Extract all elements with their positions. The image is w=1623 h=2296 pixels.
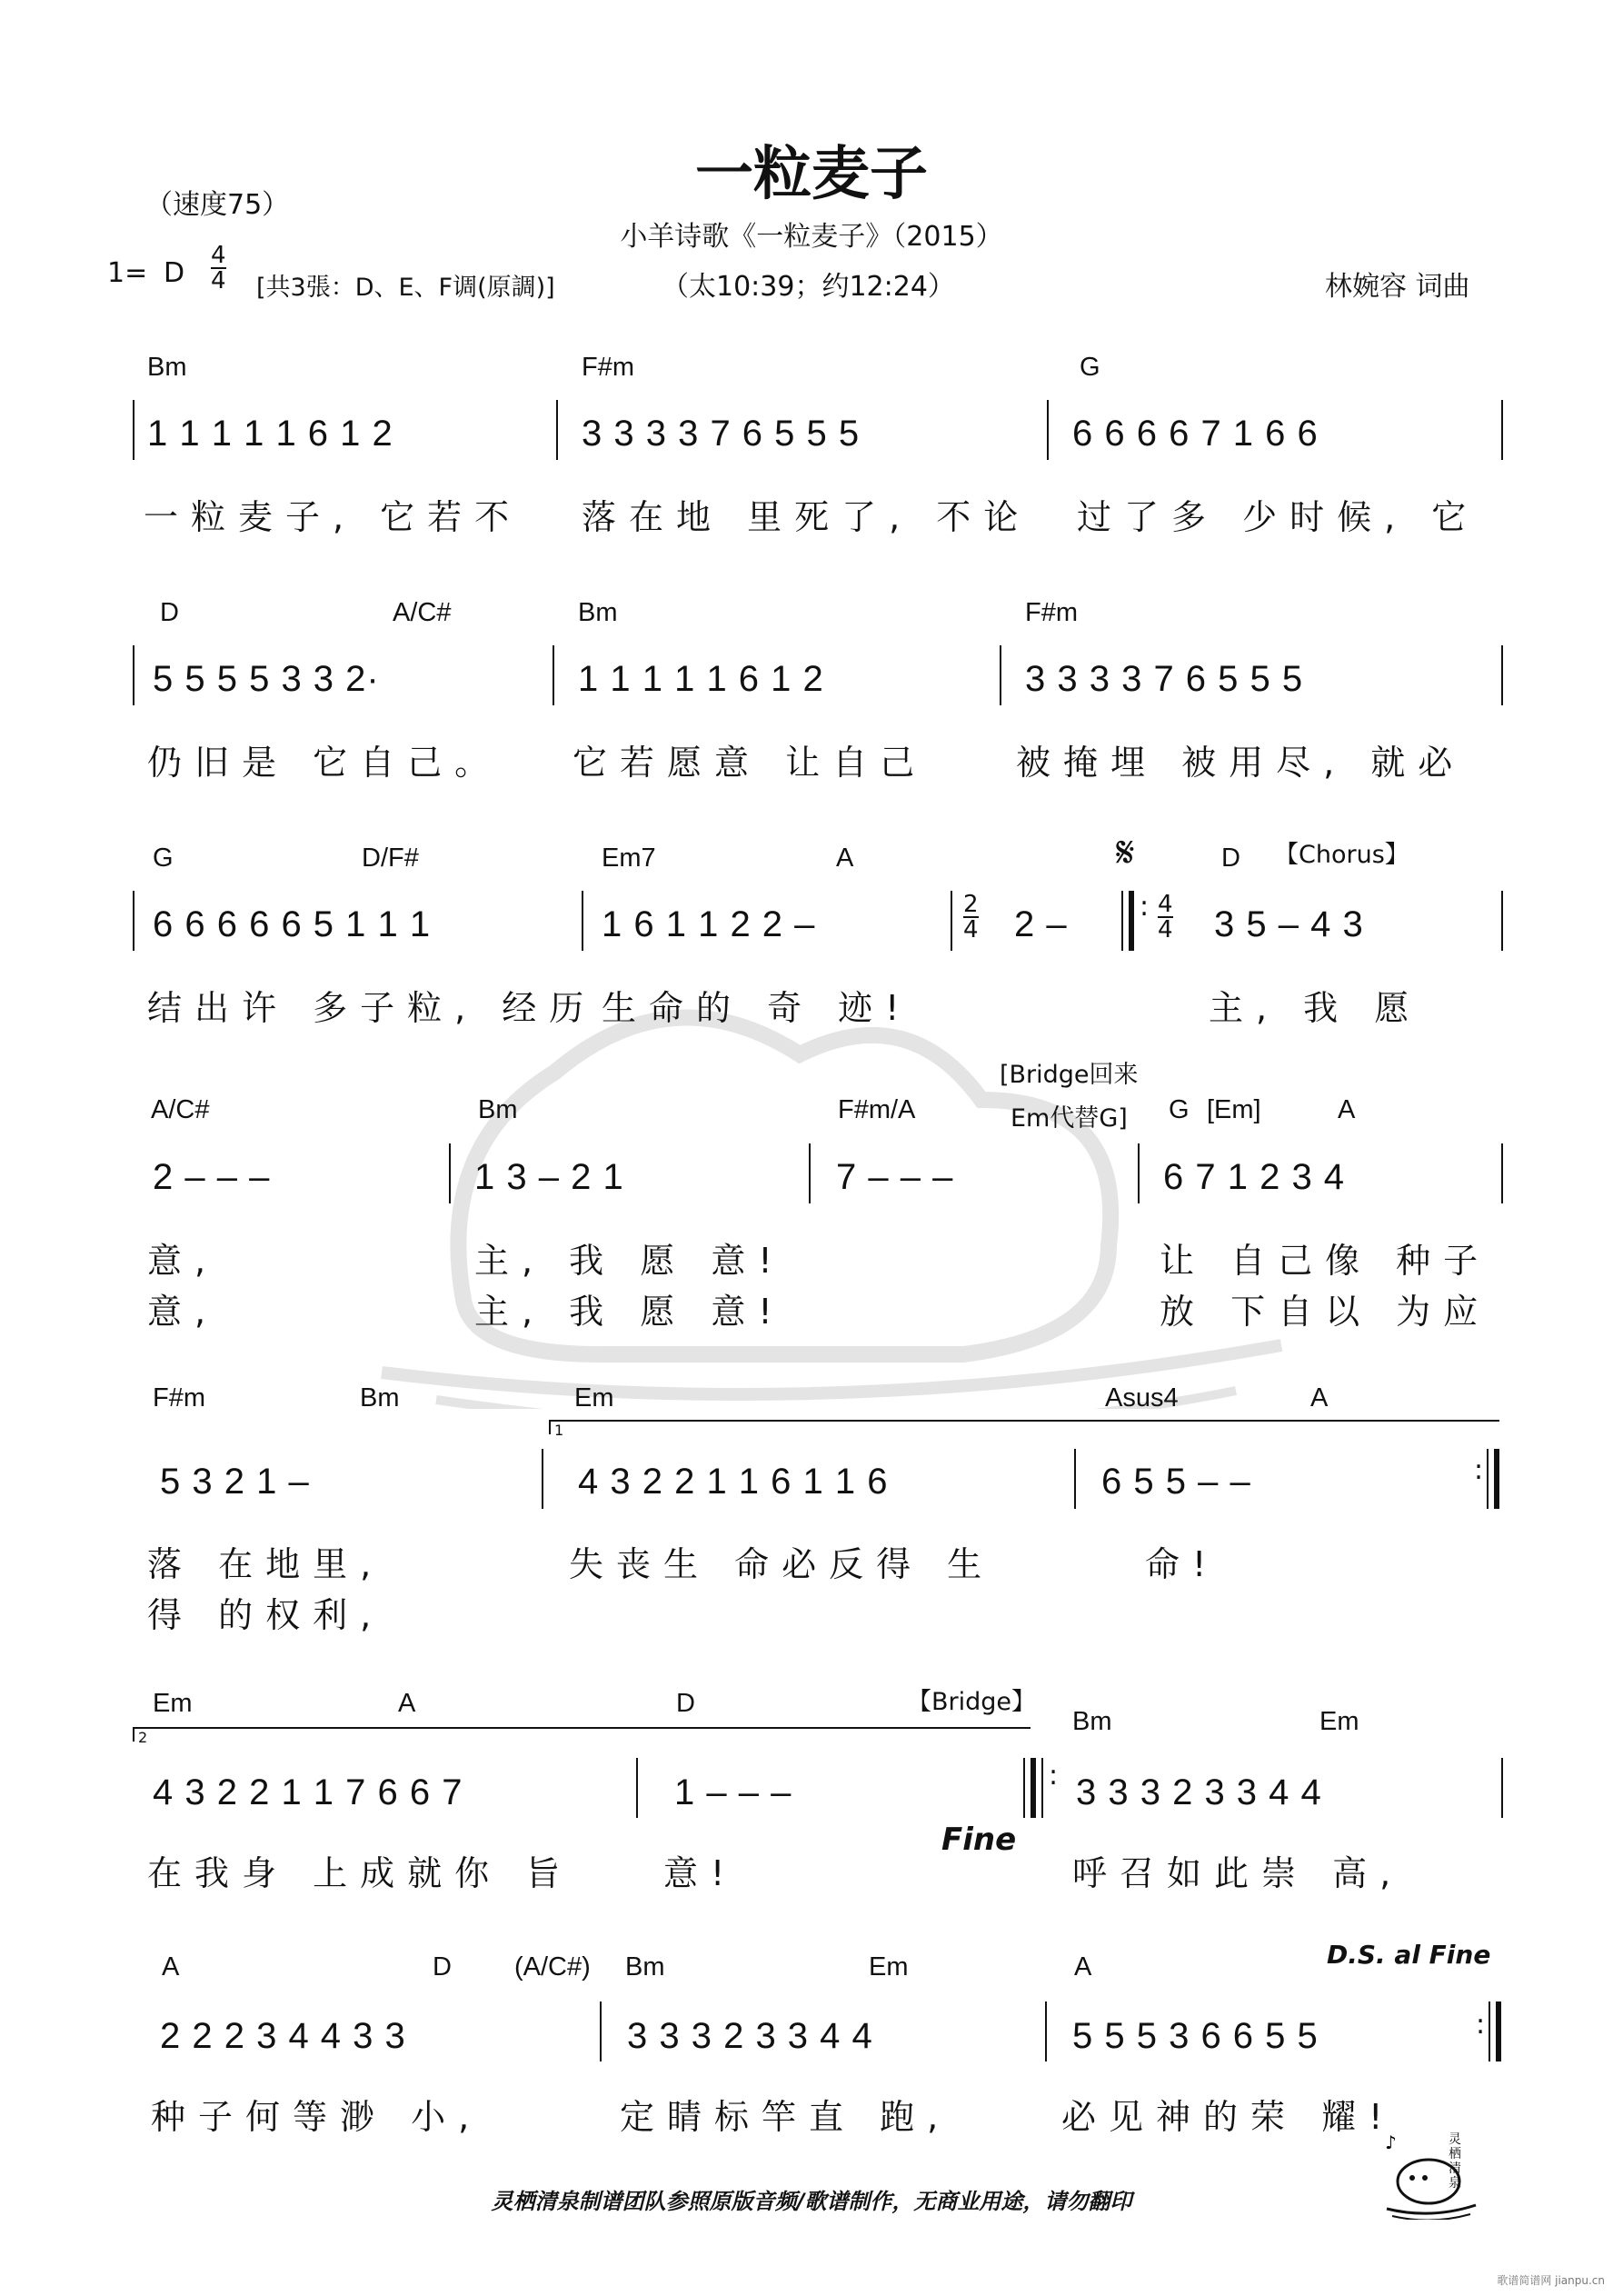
volta-bracket-1 xyxy=(549,1420,1499,1439)
lyric-line: 呼召如此崇 高, xyxy=(1072,1853,1404,1893)
chord: A/C# xyxy=(151,1095,210,1124)
logo-text: 灵栖清泉 xyxy=(1449,2132,1461,2191)
barline xyxy=(1074,1449,1076,1509)
corner-mark: 歌谱简谱网 jianpu.cn xyxy=(1497,2274,1605,2287)
notes-measure: 1 6 1 1 2 2 – xyxy=(602,904,816,944)
chord: F#m xyxy=(582,353,634,382)
chord: Em7 xyxy=(602,844,656,873)
chord: [Em] xyxy=(1207,1095,1261,1124)
volta-number: 1 xyxy=(554,1422,564,1439)
lyric-line: 过了多 少时候, 它 xyxy=(1077,497,1479,537)
song-title: 一粒麦子 xyxy=(695,141,928,208)
repeat-end-bar xyxy=(1489,2002,1490,2061)
chord: A xyxy=(1338,1095,1356,1124)
time-top: 4 xyxy=(211,242,226,269)
lyric-line: 主, 我 愿 xyxy=(1209,988,1422,1028)
repeat-dots: : xyxy=(1476,2009,1486,2041)
bridge-note: [Bridge回来 xyxy=(1000,1061,1139,1089)
chord: F#m xyxy=(1025,598,1078,627)
barline xyxy=(951,891,952,951)
chord: D xyxy=(676,1689,695,1718)
lyric-line: 落 在地里, xyxy=(147,1544,384,1584)
lyric-line: 生命的 奇 迹! xyxy=(602,988,912,1028)
time-signature-change xyxy=(1158,893,1173,942)
barline xyxy=(1047,400,1049,460)
bridge-note: Em代替G] xyxy=(1011,1104,1128,1133)
barline xyxy=(1138,1143,1140,1203)
repeat-dots: : xyxy=(1474,1454,1484,1486)
tempo-label: （速度75） xyxy=(145,189,290,221)
svg-text:♪: ♪ xyxy=(1385,2131,1397,2153)
chord: Bm xyxy=(578,598,618,627)
lyric-line: 定睛标竿直 跑, xyxy=(620,2097,951,2137)
subtitle: 小羊诗歌《一粒麦子》（2015） xyxy=(620,221,1003,253)
chord: D/F# xyxy=(362,844,419,873)
barline xyxy=(553,645,554,705)
end-barline xyxy=(1023,1758,1025,1818)
chord: Asus4 xyxy=(1105,1383,1179,1413)
lamb-logo-icon xyxy=(1381,2129,1481,2220)
barline xyxy=(133,400,134,460)
chord: A xyxy=(1074,1952,1092,1982)
notes-measure: 5 5 5 5 3 3 2· xyxy=(153,659,380,699)
barline xyxy=(1501,1758,1503,1818)
key-prefix: 1= xyxy=(107,257,148,289)
lyric-line: 在我身 上成就你 旨 xyxy=(147,1853,573,1893)
chord: A xyxy=(836,844,854,873)
lyric-line: 一粒麦子, 它若不 xyxy=(144,497,523,537)
time-bottom: 4 xyxy=(963,916,979,943)
duration-note: （太10:39；约12:24） xyxy=(662,271,955,303)
lyric-line: 必见神的荣 耀! xyxy=(1061,2097,1396,2137)
volta-number: 2 xyxy=(138,1729,148,1746)
barline xyxy=(1045,2002,1047,2061)
time-top: 2 xyxy=(963,891,979,918)
repeat-start-bar xyxy=(1129,891,1134,951)
sheets-note: [共3張：D、E、F调(原調)] xyxy=(256,274,555,302)
chord: G xyxy=(153,844,174,873)
barline xyxy=(1000,645,1001,705)
notes-measure: 2 – xyxy=(1014,904,1068,944)
notes-measure: 3 3 3 2 3 3 4 4 xyxy=(627,2016,873,2056)
chord: F#m xyxy=(153,1383,205,1413)
lyric-line: 放 下自以 为应 xyxy=(1160,1292,1491,1332)
segno-sign: 𝄋 xyxy=(1116,827,1135,878)
repeat-end-bar xyxy=(1487,1449,1489,1509)
notes-measure: 3 3 3 2 3 3 4 4 xyxy=(1076,1772,1322,1812)
ds-al-fine: D.S. al Fine xyxy=(1327,1940,1491,1970)
notes-measure: 6 6 6 6 6 5 1 1 1 xyxy=(153,904,432,944)
chord: Em xyxy=(153,1689,193,1718)
volta-bracket-2 xyxy=(133,1727,1031,1746)
chord: A xyxy=(162,1952,180,1982)
lyric-line: 结出许 多子粒, 经历 xyxy=(147,988,597,1028)
repeat-end-bar xyxy=(1494,1449,1499,1509)
chord: Bm xyxy=(360,1383,400,1413)
lyric-line: 它若愿意 让自己 xyxy=(573,743,928,783)
chord: Bm xyxy=(1072,1707,1112,1736)
notes-measure: 4 3 2 2 1 1 6 1 1 6 xyxy=(578,1462,889,1502)
chord: (A/C#) xyxy=(514,1952,591,1982)
lyric-line: 仍旧是 它自己。 xyxy=(147,743,503,783)
lyric-line: 被掩埋 被用尽, 就必 xyxy=(1016,743,1466,783)
notes-measure: 3 3 3 3 7 6 5 5 5 xyxy=(582,414,861,454)
notes-measure: 4 3 2 2 1 1 7 6 6 7 xyxy=(153,1772,463,1812)
notes-measure: 2 2 2 3 4 4 3 3 xyxy=(160,2016,406,2056)
barline xyxy=(133,645,134,705)
barline xyxy=(1501,400,1503,460)
chord: Bm xyxy=(625,1952,665,1982)
chord: Em xyxy=(1319,1707,1359,1736)
lyric-line: 意, xyxy=(147,1241,219,1281)
chord: Bm xyxy=(147,353,187,382)
notes-measure: 3 5 – 4 3 xyxy=(1214,904,1364,944)
chord: Em xyxy=(574,1383,614,1413)
notes-measure: 3 3 3 3 7 6 5 5 5 xyxy=(1025,659,1304,699)
chord: A/C# xyxy=(393,598,452,627)
notes-measure: 1 – – – xyxy=(674,1772,792,1812)
chord: D xyxy=(160,598,179,627)
fine-marking: Fine xyxy=(941,1822,1017,1858)
notes-measure: 2 – – – xyxy=(153,1157,271,1197)
notes-measure: 6 7 1 2 3 4 xyxy=(1163,1157,1346,1197)
lyric-line: 种子何等渺 小, xyxy=(151,2097,483,2137)
notes-measure: 1 3 – 2 1 xyxy=(474,1157,624,1197)
notes-measure: 6 5 5 – – xyxy=(1101,1462,1251,1502)
chord: A xyxy=(398,1689,416,1718)
chord: F#m/A xyxy=(838,1095,916,1124)
chord: D xyxy=(433,1952,452,1982)
notes-measure: 6 6 6 6 7 1 6 6 xyxy=(1072,414,1319,454)
barline xyxy=(542,1449,543,1509)
chord: G xyxy=(1169,1095,1190,1124)
time-signature xyxy=(211,244,226,293)
repeat-start-bar xyxy=(1041,1758,1043,1818)
lyric-line: 让 自己像 种子 xyxy=(1160,1241,1491,1281)
barline xyxy=(582,891,583,951)
time-bottom: 4 xyxy=(211,267,226,294)
barline xyxy=(809,1143,811,1203)
lyric-line: 意, xyxy=(147,1292,219,1332)
lyric-line: 主, 我 愿 意! xyxy=(474,1241,785,1281)
chorus-tag: 【Chorus】 xyxy=(1274,841,1409,869)
author: 林婉容 词曲 xyxy=(1325,271,1470,303)
key-signature: D xyxy=(164,257,185,289)
chord: Em xyxy=(869,1952,909,1982)
lyric-line: 命! xyxy=(1145,1544,1220,1584)
lyric-line: 失丧生 命必反得 生 xyxy=(569,1544,995,1584)
chord: D xyxy=(1221,844,1240,873)
barline xyxy=(1501,645,1503,705)
chord: G xyxy=(1080,353,1100,382)
lyric-line: 得 的权利, xyxy=(147,1595,384,1635)
barline xyxy=(636,1758,638,1818)
repeat-dots: : xyxy=(1049,1760,1059,1792)
end-barline xyxy=(1031,1758,1036,1818)
barline xyxy=(556,400,558,460)
notes-measure: 5 5 5 3 6 6 5 5 xyxy=(1072,2016,1319,2056)
barline xyxy=(449,1143,451,1203)
time-bottom: 4 xyxy=(1158,916,1173,943)
copyright-footer: 灵栖清泉制谱团队参照原版音频/歌谱制作，无商业用途，请勿翻印 xyxy=(491,2189,1132,2214)
barline xyxy=(1501,891,1503,951)
notes-measure: 1 1 1 1 1 6 1 2 xyxy=(147,414,393,454)
lyric-line: 意! xyxy=(663,1853,738,1893)
repeat-dots: : xyxy=(1140,891,1150,923)
time-top: 4 xyxy=(1158,891,1173,918)
barline xyxy=(1121,891,1123,951)
chord: Bm xyxy=(478,1095,518,1124)
barline xyxy=(600,2002,602,2061)
time-signature-change xyxy=(963,893,979,942)
lyric-line: 落在地 里死了, 不论 xyxy=(582,497,1031,537)
barline xyxy=(133,891,134,951)
chord: A xyxy=(1310,1383,1329,1413)
bridge-tag: 【Bridge】 xyxy=(907,1688,1037,1716)
barline xyxy=(1501,1143,1503,1203)
repeat-end-bar xyxy=(1496,2002,1501,2061)
notes-measure: 5 3 2 1 – xyxy=(160,1462,310,1502)
notes-measure: 7 – – – xyxy=(836,1157,954,1197)
lamb-logo xyxy=(1381,2129,1481,2220)
notes-measure: 1 1 1 1 1 6 1 2 xyxy=(578,659,824,699)
lyric-line: 主, 我 愿 意! xyxy=(474,1292,785,1332)
